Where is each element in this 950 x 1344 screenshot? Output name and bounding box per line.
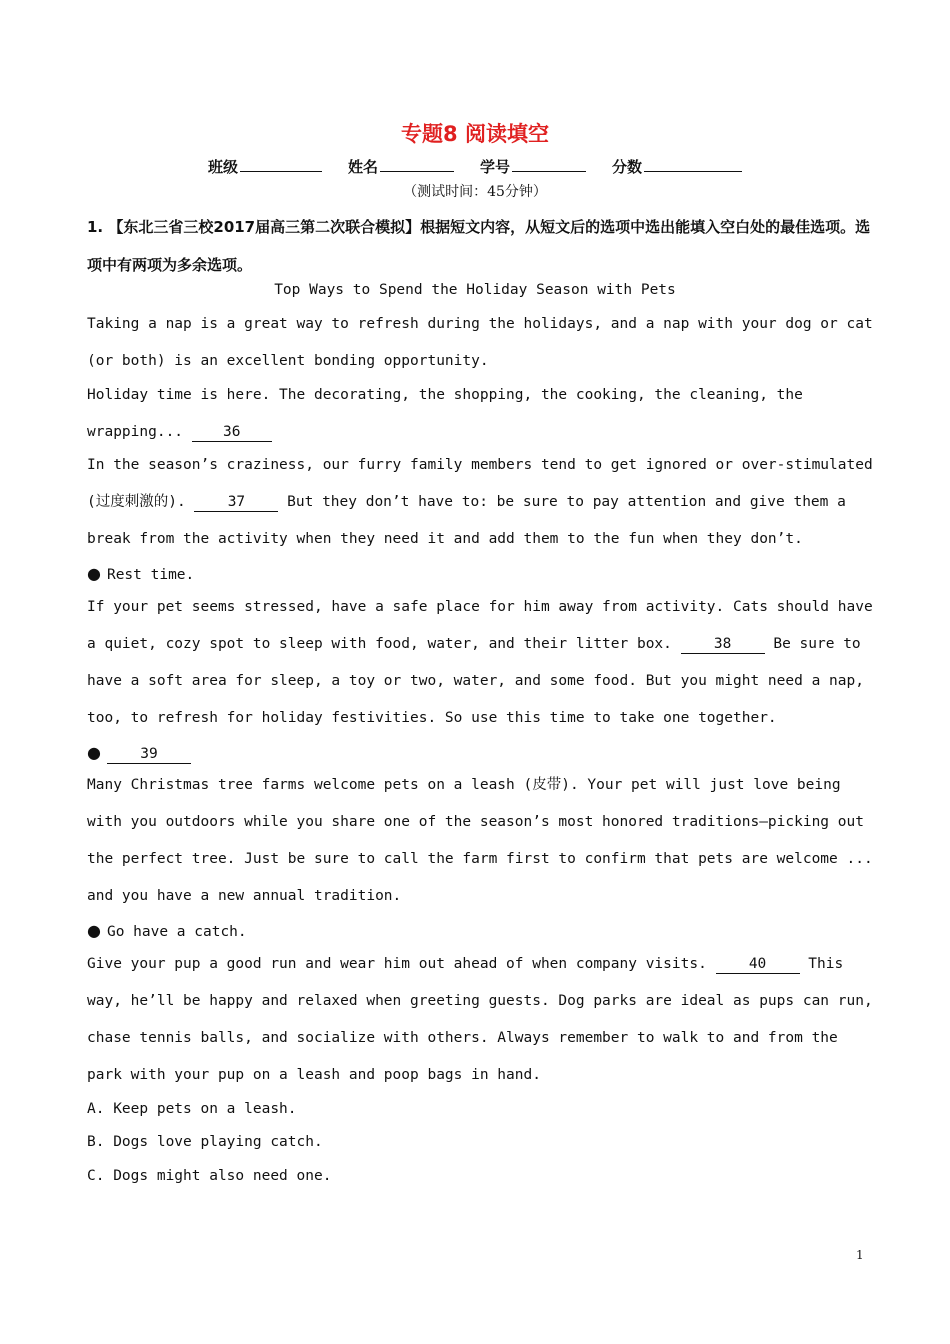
- paragraph-3-text-a: In the season’s craziness, our furry family members tend to get ignored or over-stimulated (过度刺激的).: [87, 457, 873, 510]
- question-instruction: 根据短文内容，从短文后的选项中选出能填入空白处的最佳选项。选项中有两项为多余选项。: [87, 218, 871, 274]
- info-score-blank: [644, 155, 742, 172]
- student-info-row: [0, 155, 950, 177]
- paragraph-3-text-b: But they don’t have to: be sure to pay attention and give them a break from the activity when they need it and add them to the fun when they don’t.: [87, 494, 846, 547]
- info-name-blank: [380, 155, 454, 172]
- info-score-label: 分数: [612, 158, 643, 176]
- passage-paragraph-1: Taking a nap is a great way to refresh during the holidays, and a nap with your dog or cat (or both) is an excellent bonding opportunity.: [87, 316, 873, 369]
- question-heading: [87, 208, 877, 284]
- blank-39: 39: [107, 745, 191, 764]
- page-number: 1: [856, 1248, 864, 1262]
- paragraph-2-text: Holiday time is here. The decorating, the shopping, the cooking, the cleaning, the wrapping...: [87, 387, 803, 440]
- paragraph-4-text-a: If your pet seems stressed, have a safe place for him away from activity. Cats should have a quiet, cozy spot to sleep with food, water, and their litter box.: [87, 599, 873, 652]
- bullet-dot-icon: ●: [87, 743, 101, 762]
- bullet-rest-time-text: Rest time.: [106, 567, 195, 583]
- option-b: B. Dogs love playing catch.: [87, 1134, 323, 1150]
- question-source: 【东北三省三校2017届高三第二次联合模拟】: [108, 218, 421, 236]
- page-title: 专题8 阅读填空: [401, 122, 549, 146]
- info-class-label: 班级: [207, 158, 238, 176]
- paragraph-4-text-b: Be sure to have a soft area for sleep, a toy or two, water, and some food. But you might need a nap, too, to refresh for holiday festivities. So use this time to take one together.: [87, 636, 864, 726]
- info-student-id: [480, 155, 586, 177]
- passage-paragraph-3: [87, 447, 877, 558]
- blank-36: 36: [192, 423, 272, 442]
- info-class-blank: [240, 155, 322, 172]
- info-score: [612, 155, 742, 177]
- test-time-note: （测试时间：45分钟）: [403, 184, 547, 200]
- option-c: C. Dogs might also need one.: [87, 1168, 332, 1184]
- blank-40: 40: [716, 955, 800, 974]
- blank-37: 37: [194, 493, 278, 512]
- bullet-dot-icon: ●: [87, 921, 101, 940]
- passage-paragraph-5: Many Christmas tree farms welcome pets on a leash (皮带). Your pet will just love being with you outdoors while you share one of the season’s most honored traditions—picking out the perfect tree. Just be sure to call the farm first to confirm that pets are welcome ... and you have a new annual tradition.: [87, 777, 873, 904]
- passage-title: Top Ways to Spend the Holiday Season with Pets: [274, 282, 676, 298]
- info-student-id-blank: [512, 155, 586, 172]
- question-number: 1.: [87, 218, 104, 236]
- paragraph-6-text-a: Give your pup a good run and wear him out ahead of when company visits.: [87, 956, 716, 972]
- bullet-catch-text: Go have a catch.: [106, 924, 247, 940]
- passage-paragraph-2: [87, 377, 877, 451]
- info-name: [348, 155, 454, 177]
- passage-paragraph-6: [87, 946, 877, 1094]
- passage-paragraph-4: [87, 589, 877, 737]
- option-a: A. Keep pets on a leash.: [87, 1101, 297, 1117]
- blank-38: 38: [681, 635, 765, 654]
- info-name-label: 姓名: [347, 158, 378, 176]
- paragraph-6-text-b: This way, he’ll be happy and relaxed when greeting guests. Dog parks are ideal as pups can run, chase tennis balls, and socialize with others. Always remember to walk to and from the park with your pup on a leash and poop bags in hand.: [87, 956, 873, 1083]
- info-class: [208, 155, 322, 177]
- info-student-id-label: 学号: [480, 158, 511, 176]
- bullet-dot-icon: ●: [87, 564, 101, 583]
